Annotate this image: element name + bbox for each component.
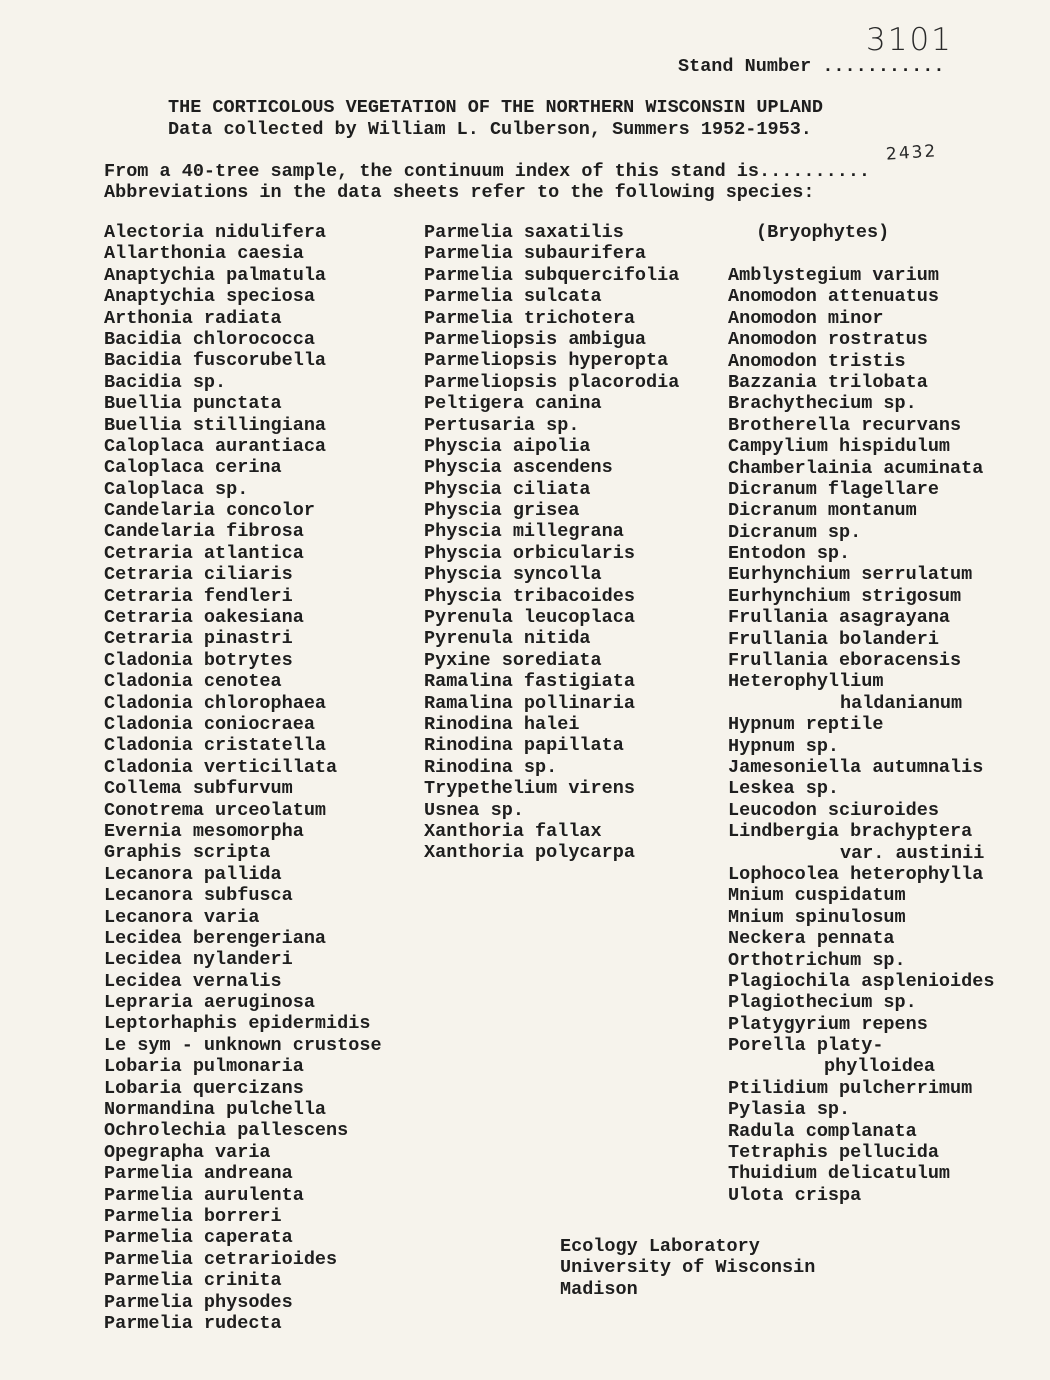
species-item: Anomodon minor: [728, 307, 884, 329]
document-title: THE CORTICOLOUS VEGETATION OF THE NORTHERN WISCONSIN UPLAND: [168, 97, 824, 118]
species-column-1: [104, 222, 382, 1334]
species-item: Lepraria aeruginosa: [104, 992, 315, 1014]
species-item: Bacidia chlorococca: [104, 328, 315, 350]
species-item: Neckera pennata: [728, 928, 895, 950]
species-item: haldanianum: [840, 692, 963, 714]
species-item: Caloplaca cerina: [104, 457, 282, 479]
species-column-2: [424, 222, 679, 864]
species-item: Eurhynchium serrulatum: [728, 564, 973, 586]
species-item: Lecidea vernalis: [104, 970, 282, 992]
species-item: Lindbergia brachyptera: [728, 821, 973, 843]
species-item: Thuidium delicatulum: [728, 1163, 951, 1185]
species-item: Cladonia verticillata: [104, 756, 338, 778]
species-item: Porella platy-: [728, 1035, 884, 1057]
species-item: Rinodina halei: [424, 713, 580, 735]
species-item: Physcia aipolia: [424, 435, 591, 457]
species-item: Plagiothecium sp.: [728, 992, 917, 1014]
species-item: Usnea sp.: [424, 799, 524, 821]
species-item: Xanthoria fallax: [424, 820, 602, 842]
species-item: Candelaria concolor: [104, 500, 315, 522]
species-item: Physcia ciliata: [424, 478, 591, 500]
species-item: Mnium spinulosum: [728, 906, 906, 928]
species-item: Dicranum montanum: [728, 500, 917, 522]
bryophyte-column: [728, 265, 994, 1206]
species-item: Platygyrium repens: [728, 1013, 928, 1035]
species-item: Cladonia botrytes: [104, 649, 293, 671]
species-item: Brotherella recurvans: [728, 414, 962, 436]
species-item: Leucodon sciuroides: [728, 799, 939, 821]
species-item: Frullania bolanderi: [728, 628, 939, 650]
species-item: Candelaria fibrosa: [104, 521, 304, 543]
species-item: Orthotrichum sp.: [728, 949, 906, 971]
species-item: Parmelia trichotera: [424, 307, 635, 329]
species-item: Radula complanata: [728, 1120, 917, 1142]
species-item: Anomodon attenuatus: [728, 286, 939, 308]
species-item: Parmelia andreana: [104, 1163, 293, 1185]
species-item: Physcia grisea: [424, 500, 580, 522]
species-item: Lobaria quercizans: [104, 1077, 304, 1099]
species-item: phylloidea: [824, 1056, 936, 1078]
species-item: Lecanora pallida: [104, 863, 282, 885]
species-item: Amblystegium varium: [728, 265, 939, 286]
species-item: Peltigera canina: [424, 393, 602, 415]
species-item: Pyrenula leucoplaca: [424, 607, 635, 629]
species-item: Cetraria atlantica: [104, 542, 304, 564]
species-item: Jamesoniella autumnalis: [728, 756, 984, 778]
species-item: Anomodon rostratus: [728, 329, 928, 351]
species-item: Cetraria ciliaris: [104, 564, 293, 586]
species-item: Lecidea berengeriana: [104, 927, 327, 949]
species-item: Bazzania trilobata: [728, 371, 928, 393]
species-item: Parmelia sulcata: [424, 286, 602, 308]
species-item: Chamberlainia acuminata: [728, 457, 984, 479]
species-item: Lobaria pulmonaria: [104, 1056, 304, 1078]
species-item: var. austinii: [840, 842, 985, 864]
species-item: Anaptychia speciosa: [104, 286, 315, 308]
species-item: Parmelia saxatilis: [424, 222, 624, 243]
footer-line: University of Wisconsin: [560, 1257, 816, 1279]
species-item: Lecanora varia: [104, 906, 260, 928]
species-item: Xanthoria polycarpa: [424, 842, 635, 864]
species-item: Physcia millegrana: [424, 521, 624, 543]
species-item: Cladonia cristatella: [104, 735, 327, 757]
species-item: Bacidia fuscorubella: [104, 350, 327, 372]
intro-line-1: From a 40-tree sample, the continuum index of this stand is..........: [104, 161, 871, 182]
species-item: Cladonia chlorophaea: [104, 692, 327, 714]
species-item: Frullania asagrayana: [728, 607, 951, 629]
species-item: Tetraphis pellucida: [728, 1142, 939, 1164]
bryophytes-heading: (Bryophytes): [756, 222, 890, 243]
species-item: Parmelia borreri: [104, 1205, 282, 1227]
species-item: Parmelia subquercifolia: [424, 264, 680, 286]
species-item: Cladonia coniocraea: [104, 713, 315, 735]
species-item: Evernia mesomorpha: [104, 820, 304, 842]
stand-number-handwritten: 3101: [866, 22, 953, 58]
species-item: Pyrenula nitida: [424, 628, 591, 650]
species-item: Le sym - unknown crustose: [104, 1034, 382, 1056]
species-item: Physcia orbicularis: [424, 542, 635, 564]
intro-line-2: Abbreviations in the data sheets refer to the following species:: [104, 182, 815, 203]
species-item: Rinodina papillata: [424, 735, 624, 757]
species-item: Rinodina sp.: [424, 756, 558, 778]
species-item: Cetraria pinastri: [104, 628, 293, 650]
species-item: Physcia tribacoides: [424, 585, 635, 607]
species-item: Lophocolea heterophylla: [728, 863, 984, 885]
species-item: Leskea sp.: [728, 778, 840, 800]
species-item: Hypnum sp.: [728, 735, 840, 757]
species-item: Ulota crispa: [728, 1184, 862, 1206]
data-collection-line: Data collected by William L. Culberson, Summers 1952-1953.: [168, 119, 812, 140]
continuum-index-handwritten: 2432: [885, 141, 938, 165]
species-item: Heterophyllium: [728, 671, 884, 693]
species-item: Ochrolechia pallescens: [104, 1120, 349, 1142]
species-item: Ptilidium pulcherrimum: [728, 1077, 973, 1099]
species-item: Leptorhaphis epidermidis: [104, 1013, 371, 1035]
species-item: Pylasia sp.: [728, 1099, 851, 1121]
species-item: Parmelia rudecta: [104, 1312, 282, 1334]
species-item: Parmelia crinita: [104, 1270, 282, 1292]
species-item: Anomodon tristis: [728, 350, 906, 372]
species-item: Ramalina fastigiata: [424, 671, 635, 693]
species-item: Parmelia physodes: [104, 1291, 293, 1313]
species-item: Graphis scripta: [104, 842, 271, 864]
species-item: Parmelia aurulenta: [104, 1184, 304, 1206]
species-item: Campylium hispidulum: [728, 436, 951, 458]
species-item: Parmelia subaurifera: [424, 243, 647, 265]
species-item: Parmeliopsis placorodia: [424, 371, 680, 393]
species-item: Buellia stillingiana: [104, 414, 327, 436]
species-item: Allarthonia caesia: [104, 243, 304, 265]
species-item: Collema subfurvum: [104, 778, 293, 800]
species-item: Hypnum reptile: [728, 714, 884, 736]
species-item: Plagiochila asplenioides: [728, 970, 995, 992]
species-item: Frullania eboracensis: [728, 650, 962, 672]
species-item: Eurhynchium strigosum: [728, 585, 962, 607]
species-item: Parmelia cetrarioides: [104, 1248, 338, 1270]
species-item: Mnium cuspidatum: [728, 885, 906, 907]
species-item: Bacidia sp.: [104, 371, 227, 393]
species-item: Physcia ascendens: [424, 457, 613, 479]
species-item: Conotrema urceolatum: [104, 799, 327, 821]
species-item: Normandina pulchella: [104, 1099, 327, 1121]
species-item: Dicranum flagellare: [728, 478, 939, 500]
species-item: Cetraria oakesiana: [104, 607, 304, 629]
species-item: Ramalina pollinaria: [424, 692, 635, 714]
species-item: Cetraria fendleri: [104, 585, 293, 607]
footer-line: Madison: [560, 1278, 638, 1300]
species-item: Parmeliopsis ambigua: [424, 328, 647, 350]
species-item: Parmelia caperata: [104, 1227, 293, 1249]
stand-number-label: Stand Number ...........: [678, 56, 945, 77]
footer-line: Ecology Laboratory: [560, 1236, 760, 1257]
species-item: Caloplaca sp.: [104, 478, 249, 500]
species-item: Lecanora subfusca: [104, 885, 293, 907]
species-item: Alectoria nidulifera: [104, 222, 327, 243]
species-item: Caloplaca aurantiaca: [104, 435, 327, 457]
species-item: Trypethelium virens: [424, 778, 635, 800]
species-item: Parmeliopsis hyperopta: [424, 350, 669, 372]
species-item: Buellia punctata: [104, 393, 282, 415]
species-item: Brachythecium sp.: [728, 393, 917, 415]
species-item: Cladonia cenotea: [104, 671, 282, 693]
species-item: Lecidea nylanderi: [104, 949, 293, 971]
species-item: Dicranum sp.: [728, 521, 862, 543]
species-item: Pertusaria sp.: [424, 414, 580, 436]
species-item: Arthonia radiata: [104, 307, 282, 329]
species-item: Physcia syncolla: [424, 564, 602, 586]
species-item: Pyxine sorediata: [424, 649, 602, 671]
footer-address: [560, 1236, 815, 1300]
species-item: Entodon sp.: [728, 543, 851, 565]
species-item: Opegrapha varia: [104, 1141, 271, 1163]
species-item: Anaptychia palmatula: [104, 264, 327, 286]
